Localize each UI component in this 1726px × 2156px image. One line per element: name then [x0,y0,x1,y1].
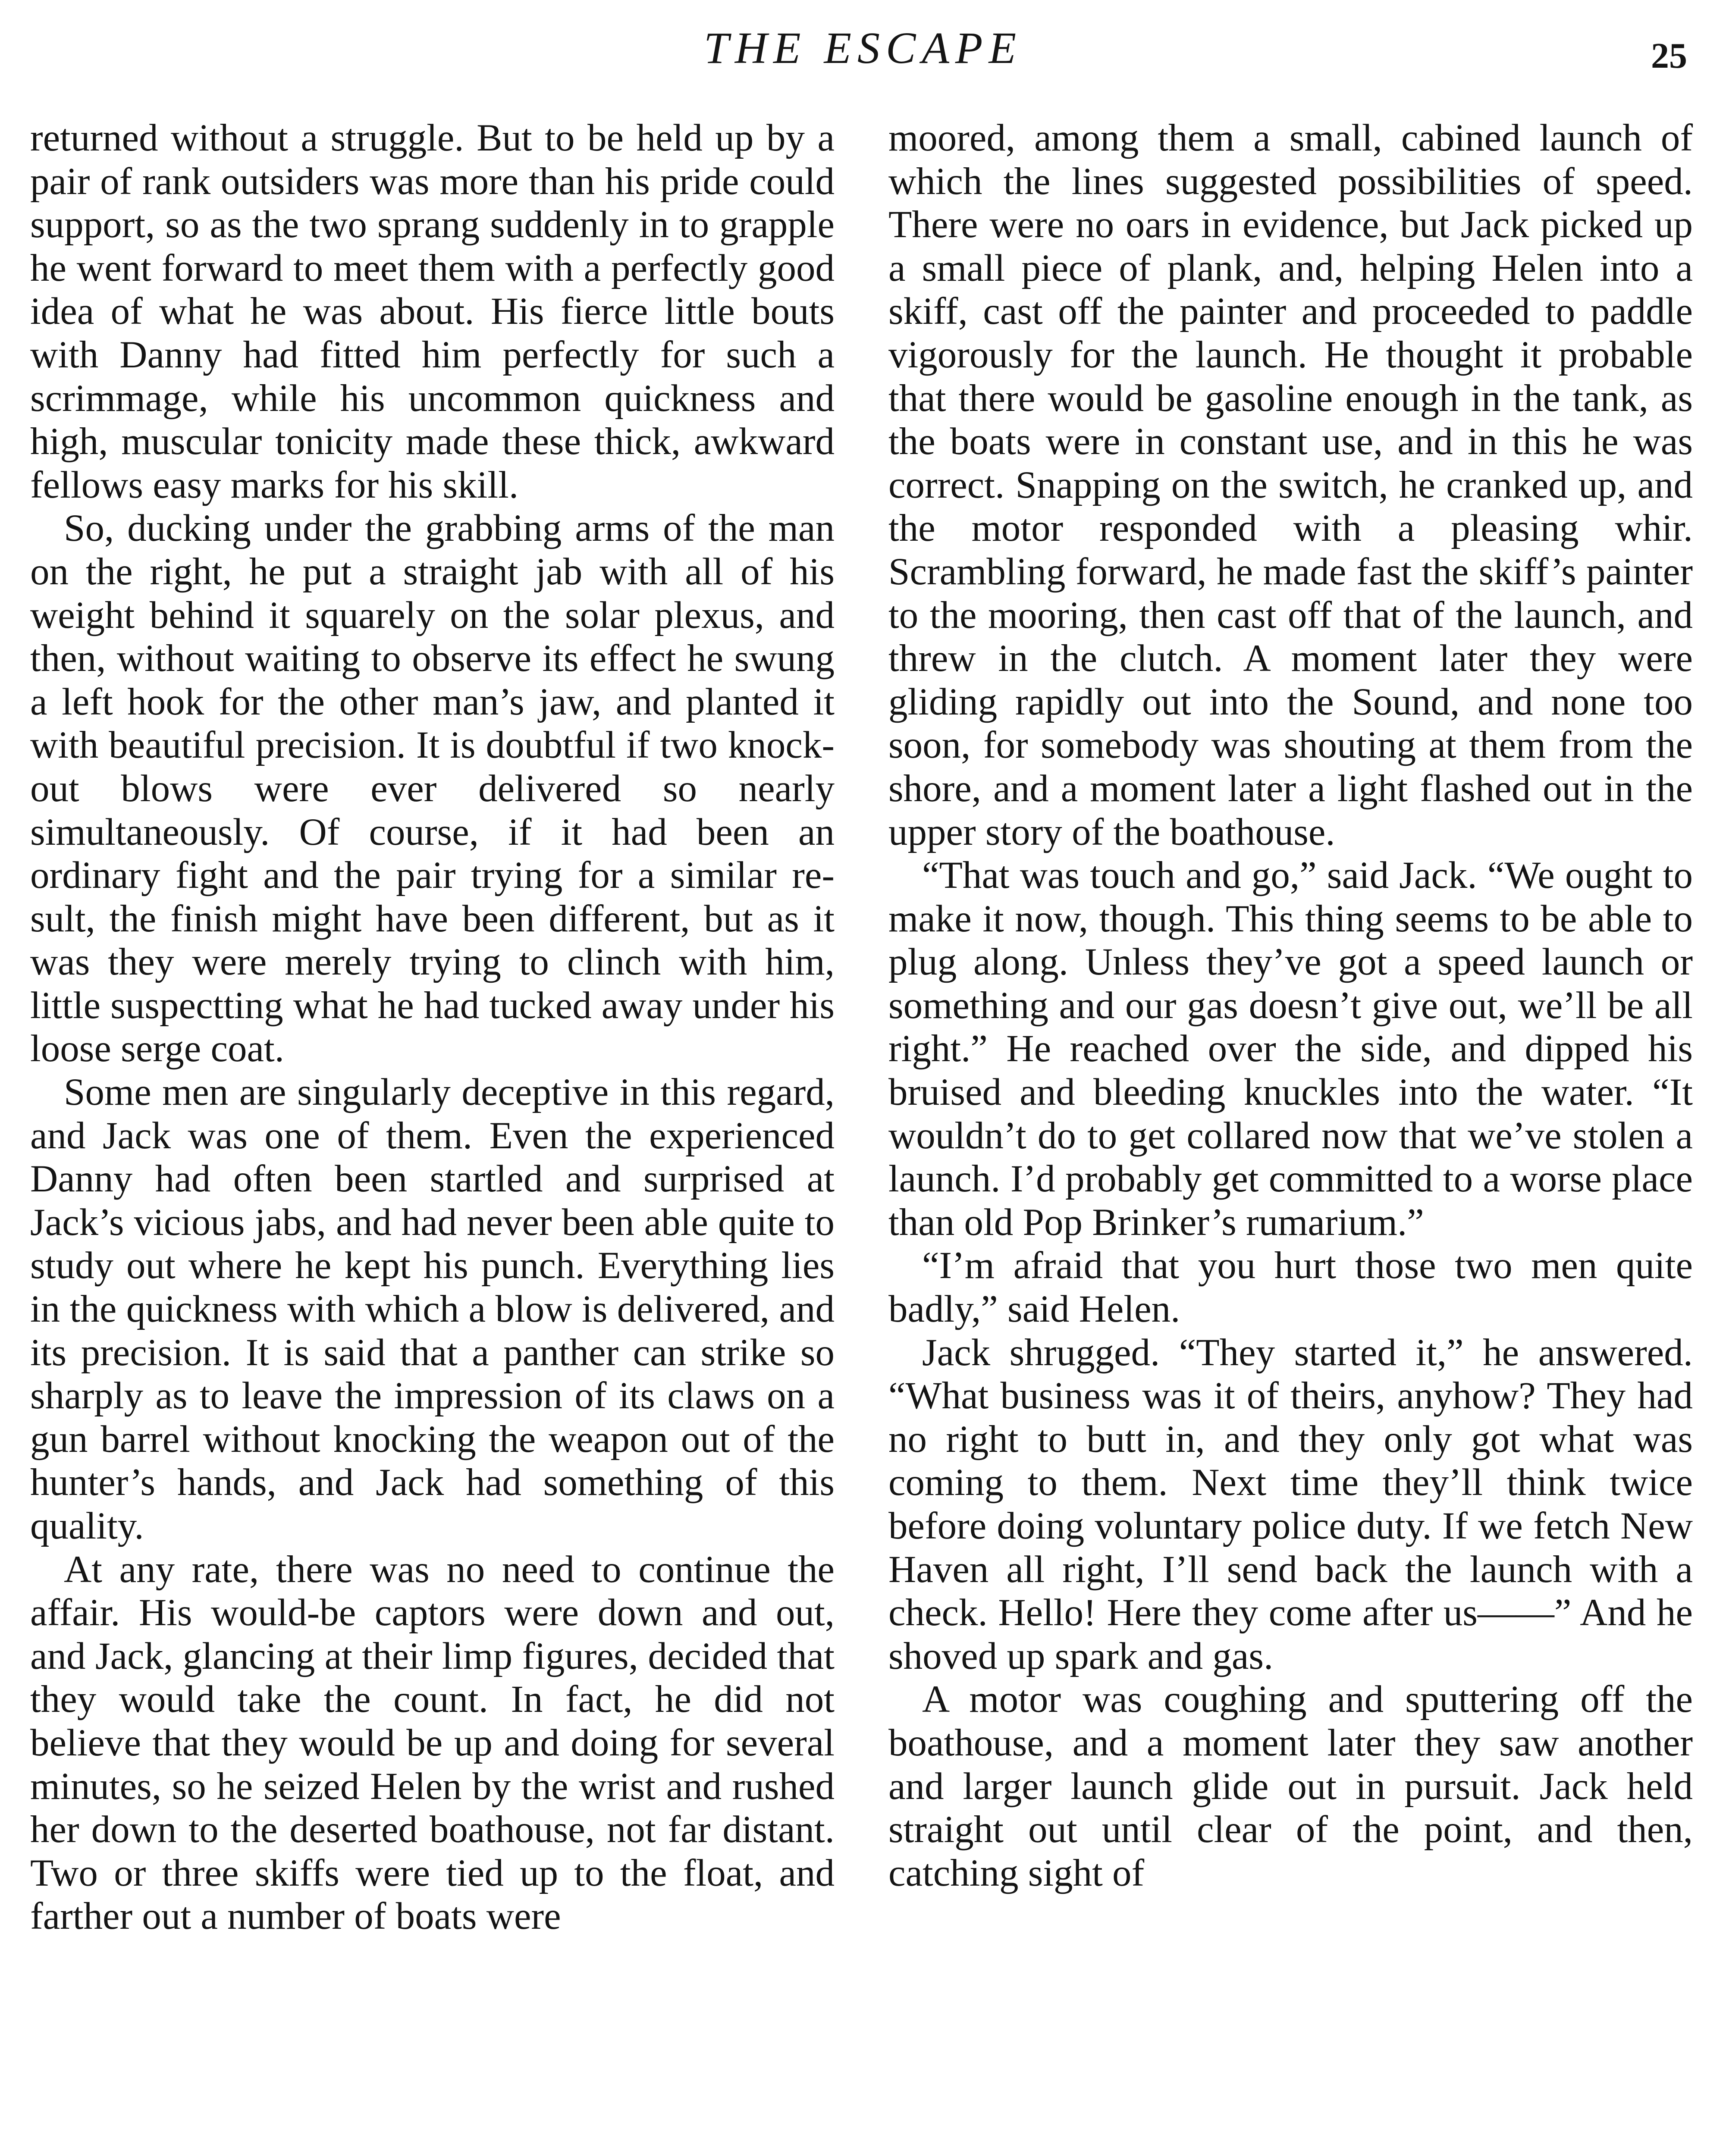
paragraph: “That was touch and go,” said Jack. “We ought to make it now, though. This thing seems to be able to plug along. Unless they’ve got a speed launch or something and our gas doesn’t give out, we’ll be all right.” He reached over the side, and dipped his bruised and bleeding knuckles into the water. “It wouldn’t do to get collared now that we’ve stolen a launch. I’d probably get committed to a worse place than old Pop Brinker’s rumarium.” [888,854,1693,1244]
paragraph: returned without a struggle. But to be held up by a pair of rank outsiders was more than his pride could support, so as the two sprang suddenly in to grapple he went forward to meet them with a perfectly good idea of what he was about. His fierce little bouts with Danny had fitted him perfectly for such a scrimmage, while his uncommon quickness and high, muscular tonicity made these thick, awkward fellows easy marks for his skill. [30,117,835,506]
paragraph: Jack shrugged. “They started it,” he answered. “What business was it of theirs, anyhow? They had no right to butt in, and they only got what was coming to them. Next time they’ll think twice before doing voluntary police duty. If we fetch New Haven all right, I’ll send back the launch with a check. Hello! Here they come after us——” And he shoved up spark and gas. [888,1331,1693,1677]
paragraph: At any rate, there was no need to continue the affair. His would-be captors were down and out, and Jack, glancing at their limp figures, decided that they would take the count. In fact, he did not believe that they would be up and doing for several minutes, so he seized Helen by the wrist and rushed her down to the deserted boathouse, not far distant. Two or three skiffs were tied up to the float, and farther out a number of boats were [30,1548,835,1938]
paragraph: Some men are singularly deceptive in this regard, and Jack was one of them. Even the experienced Danny had often been startled and surprised at Jack’s vicious jabs, and had never been able quite to study out where he kept his punch. Everything lies in the quickness with which a blow is delivered, and its precision. It is said that a panther can strike so sharply as to leave the impression of its claws on a gun barrel without knocking the weapon out of the hunter’s hands, and Jack had something of this quality. [30,1071,835,1547]
right-column [888,116,1693,1895]
left-column [30,116,835,1938]
paragraph: A motor was coughing and sputtering off the boathouse, and a moment later they saw another and larger launch glide out in pursuit. Jack held straight out until clear of the point, and then, catching sight of [888,1678,1693,1894]
paragraph: moored, among them a small, cabined launch of which the lines suggested possibilities of speed. There were no oars in evidence, but Jack picked up a small piece of plank, and, helping Helen into a skiff, cast off the painter and proceeded to paddle vigorously for the launch. He thought it probable that there would be gasoline enough in the tank, as the boats were in constant use, and in this he was correct. Snapping on the switch, he cranked up, and the motor responded with a pleasing whir. Scrambling forward, he made fast the skiff’s painter to the mooring, then cast off that of the launch, and threw in the clutch. A moment later they were gliding rapidly out into the Sound, and none too soon, for somebody was shouting at them from the shore, and a moment later a light flashed out in the upper story of the boathouse. [888,117,1693,853]
running-title: THE ESCAPE [704,23,1022,73]
paragraph: So, ducking under the grabbing arms of the man on the right, he put a straight jab with all of his weight behind it squarely on the solar plexus, and then, without waiting to observe its effect he swung a left hook for the other man’s jaw, and planted it with beautiful precision. It is doubtful if two knock-out blows were ever delivered so nearly simultaneously. Of course, if it had been an ordinary fight and the pair trying for a similar result, the finish might have been different, but as it was they were merely trying to clinch with him, little suspectting what he had tucked away under his loose serge coat. [30,507,835,1070]
paragraph: “I’m afraid that you hurt those two men quite badly,” said Helen. [888,1244,1693,1331]
page-number: 25 [1651,36,1687,76]
